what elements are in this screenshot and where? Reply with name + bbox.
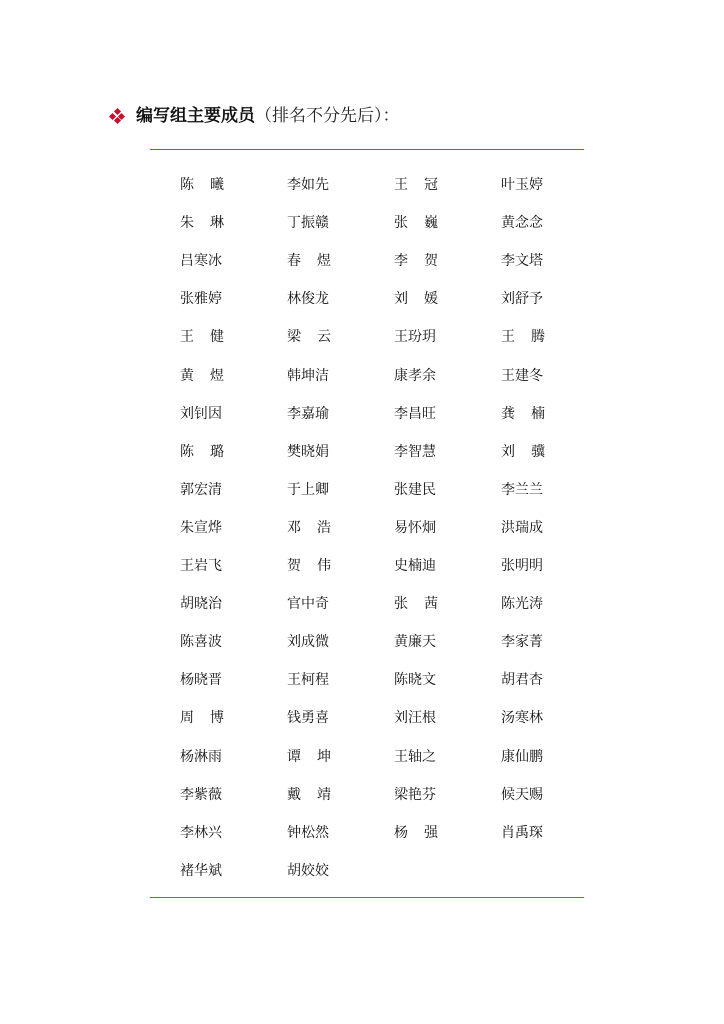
- member-name: 张 巍: [394, 215, 438, 232]
- member-name: 黄廉天: [394, 634, 436, 651]
- member-name: 陈晓文: [394, 672, 436, 689]
- member-name: 张明明: [501, 558, 543, 574]
- member-name: 李紫薇: [180, 786, 222, 803]
- member-name: 张 茜: [394, 596, 438, 613]
- member-name: 陈光涛: [501, 596, 543, 613]
- member-name: 刘汪根: [394, 710, 436, 727]
- member-name: 郭宏清: [180, 481, 222, 498]
- member-name: 李文塔: [501, 253, 543, 270]
- member-name: 吕寒冰: [180, 253, 222, 270]
- member-name: 李家菁: [501, 634, 543, 651]
- member-name: 丁振赣: [287, 215, 329, 232]
- member-name: 褚华斌: [180, 862, 222, 879]
- member-name: 王岩飞: [180, 558, 222, 574]
- member-name: 史楠迪: [394, 558, 436, 574]
- member-name: 王 冠: [394, 177, 438, 193]
- member-name: 钟松然: [287, 824, 329, 841]
- member-name: 候天赐: [501, 786, 543, 803]
- member-name: 李林兴: [180, 824, 222, 841]
- member-name: 王轴之: [394, 748, 436, 765]
- member-name: 刘舒予: [501, 291, 543, 308]
- member-name: 官中奇: [287, 596, 329, 613]
- bottom-divider: [150, 897, 584, 898]
- member-name: 康仙鹏: [501, 748, 543, 765]
- member-name: 杨 强: [394, 824, 438, 841]
- member-name: 陈 曦: [180, 177, 224, 193]
- heading-title: 编写组主要成员: [136, 106, 255, 126]
- member-name: 李嘉瑜: [287, 405, 329, 422]
- member-name: 康孝余: [394, 367, 436, 384]
- member-name: 王玢玥: [394, 329, 436, 346]
- member-name: 谭 坤: [287, 748, 331, 765]
- member-name: 韩坤洁: [287, 367, 329, 384]
- member-name: 李 贺: [394, 253, 438, 270]
- member-name: 刘 媛: [394, 291, 438, 308]
- member-name: 林俊龙: [287, 291, 329, 308]
- member-name: 汤寒林: [501, 710, 543, 727]
- member-name: 刘 骥: [501, 443, 545, 460]
- member-name: 梁艳芬: [394, 786, 436, 803]
- member-name: 贺 伟: [287, 558, 331, 574]
- member-name: 陈喜波: [180, 634, 222, 651]
- member-name: 于上卿: [287, 481, 329, 498]
- member-name: 戴 靖: [287, 786, 331, 803]
- member-name: 张雅婷: [180, 291, 222, 308]
- member-name: 张建民: [394, 481, 436, 498]
- member-name: 李昌旺: [394, 405, 436, 422]
- member-name: 胡姣姣: [287, 862, 329, 879]
- member-name: 朱宣烨: [180, 519, 222, 536]
- member-name: 胡君杏: [501, 672, 543, 689]
- member-name: 朱 琳: [180, 215, 224, 232]
- member-name: 春 煜: [287, 253, 331, 270]
- member-name: 龚 楠: [501, 405, 545, 422]
- member-name: 肖禹琛: [501, 824, 543, 841]
- member-name: 洪瑞成: [501, 519, 543, 536]
- member-name: 王 腾: [501, 329, 545, 346]
- member-name: 叶玉婷: [501, 177, 543, 193]
- member-name: 刘成微: [287, 634, 329, 651]
- member-name: 王建冬: [501, 367, 543, 384]
- member-name: 易怀炯: [394, 519, 436, 536]
- member-name: 邓 浩: [287, 519, 331, 536]
- member-name: 黄念念: [501, 215, 543, 232]
- member-name: 王柯程: [287, 672, 329, 689]
- member-name: 胡晓治: [180, 596, 222, 613]
- member-name: 钱勇喜: [287, 710, 329, 727]
- heading-note: （排名不分先后）：: [255, 106, 400, 126]
- member-name: 杨淋雨: [180, 748, 222, 765]
- member-name: 李兰兰: [501, 481, 543, 498]
- member-name: 樊晓娟: [287, 443, 329, 460]
- member-name: 李智慧: [394, 443, 436, 460]
- member-name: 王 健: [180, 329, 224, 346]
- member-name: 陈 璐: [180, 443, 224, 460]
- member-name: 梁 云: [287, 329, 331, 346]
- member-name: 黄 煜: [180, 367, 224, 384]
- member-name: 李如先: [287, 177, 329, 193]
- member-name: 刘钊因: [180, 405, 222, 422]
- member-name: 周 博: [180, 710, 224, 727]
- member-name: 杨晓晋: [180, 672, 222, 689]
